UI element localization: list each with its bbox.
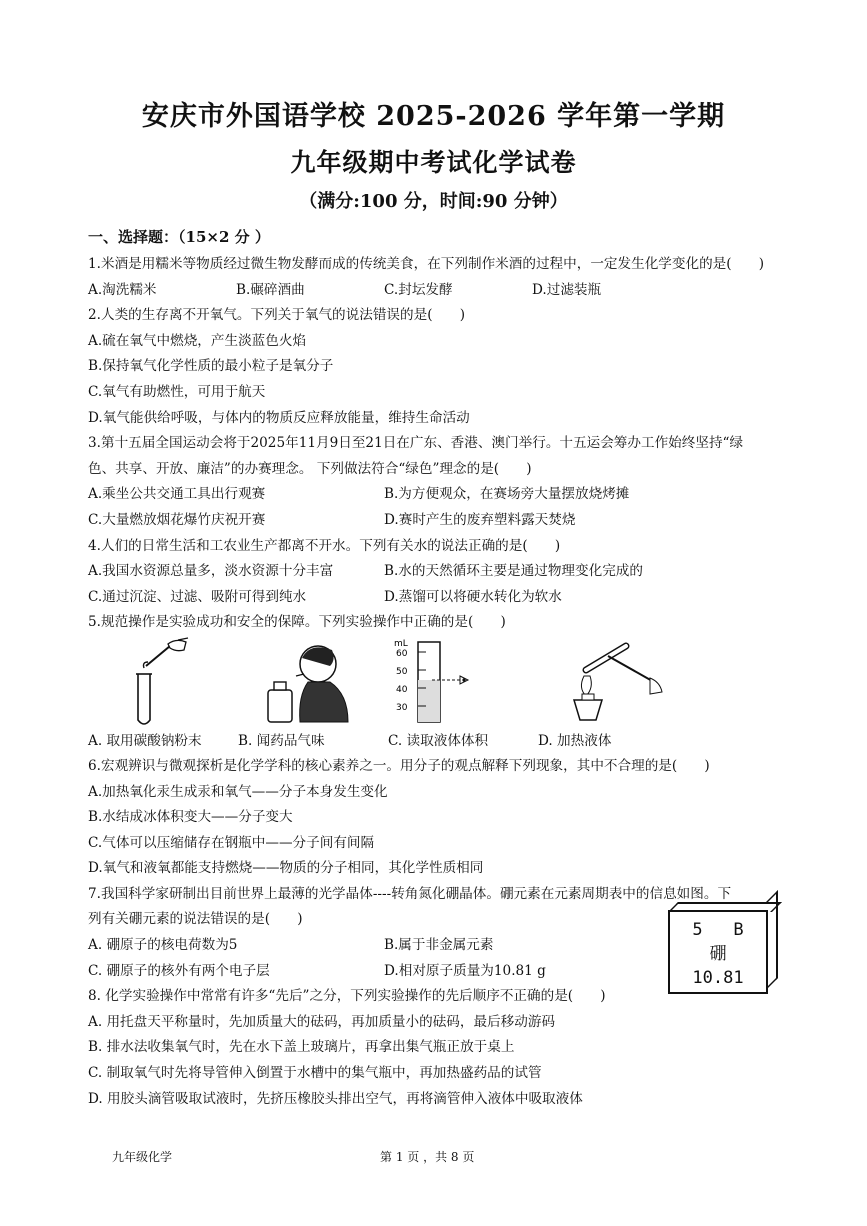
q3-option-c: C.大量燃放烟花爆竹庆祝开赛 xyxy=(88,511,266,528)
q3-option-d: D.赛时产生的废弃塑料露天焚烧 xyxy=(384,511,576,528)
test-tube-spatula-illustration xyxy=(88,636,238,728)
cylinder-tick-40: 40 xyxy=(396,684,408,695)
q2-option-d: D.氧气能供给呼吸，与体内的物质反应释放能量，维持生命活动 xyxy=(88,409,470,426)
exam-school-title: 安庆市外国语学校 2025-2026 学年第一学期 xyxy=(141,101,726,132)
exam-subject-title: 九年级期中考试化学试卷 xyxy=(290,148,577,177)
element-number: 5 xyxy=(692,920,703,940)
q3-option-a: A.乘坐公共交通工具出行观赛 xyxy=(88,486,266,503)
q8-option-c: C. 制取氧气时先将导管伸入倒置于水槽中的集气瓶中，再加热盛药品的试管 xyxy=(88,1065,542,1082)
q1-option-b: B.碾碎酒曲 xyxy=(236,281,305,298)
q6-option-a: A.加热氧化汞生成汞和氧气——分子本身发生变化 xyxy=(88,783,388,800)
q8-option-a: A. 用托盘天平称量时，先加质量大的砝码，再加质量小的砝码，最后移动游码 xyxy=(88,1013,556,1030)
q6-option-d: D.氧气和液氧都能支持燃烧——物质的分子相同，其化学性质相同 xyxy=(88,860,484,877)
q6-option-c: C.气体可以压缩储存在钢瓶中——分子间有间隔 xyxy=(88,834,375,851)
q5-figure-d xyxy=(538,636,688,728)
q8-stem: 8. 化学实验操作中常常有许多“先后”之分，下列实验操作的先后顺序不正确的是( ) xyxy=(88,988,606,1005)
q6-option-b: B.水结成冰体积变大——分子变大 xyxy=(88,809,293,826)
q7-stem-line1: 7.我国科学家研制出目前世界上最薄的光学晶体----转角氮化硼晶体。硼元素在元素周期表中的信息如图。下 xyxy=(88,885,732,902)
q2-option-c: C.氧气有助燃性，可用于航天 xyxy=(88,383,266,400)
element-symbol: B xyxy=(733,920,744,940)
q8-option-d: D. 用胶头滴管吸取试液时，先挤压橡胶头排出空气，再将滴管伸入液体中吸取液体 xyxy=(88,1090,583,1107)
q3-options-row2 xyxy=(88,508,788,534)
q1-option-a: A.淘洗糯米 xyxy=(88,281,157,298)
q4-option-a: A.我国水资源总量多，淡水资源十分丰富 xyxy=(88,563,334,580)
q5-figures xyxy=(88,636,788,728)
q1-options xyxy=(88,278,788,304)
q5-stem: 5.规范操作是实验成功和安全的保障。下列实验操作中正确的是( ) xyxy=(88,614,506,631)
q4-option-d: D.蒸馏可以将硬水转化为软水 xyxy=(384,588,562,605)
q1-option-c: C.封坛发酵 xyxy=(384,281,453,298)
cylinder-tick-60: 60 xyxy=(396,648,408,659)
q5-figure-b xyxy=(238,636,388,728)
cylinder-unit: mL xyxy=(394,638,408,649)
q5-figure-a xyxy=(88,636,238,728)
q3-stem-line1: 3.第十五届全国运动会将于2025年11月9日至21日在广东、香港、澳门举行。十五运会筹办工作始终坚持“绿 xyxy=(88,435,744,452)
element-number-symbol xyxy=(670,918,766,942)
q5-figure-c xyxy=(388,636,538,728)
q7-option-a: A. 硼原子的核电荷数为5 xyxy=(88,937,238,954)
q3-stem-line2: 色、共享、开放、廉洁”的办赛理念。 下列做法符合“绿色”理念的是( ) xyxy=(88,460,532,477)
q2-stem: 2.人类的生存离不开氧气。下列关于氧气的说法错误的是( ) xyxy=(88,307,466,324)
q5-option-b: B. 闻药品气味 xyxy=(238,732,325,749)
element-mass: 10.81 xyxy=(692,968,744,988)
q2-option-b: B.保持氧气化学性质的最小粒子是氧分子 xyxy=(88,358,334,375)
q3-options-row1 xyxy=(88,482,788,508)
score-time-note: （满分:100 分，时间:90 分钟） xyxy=(299,191,568,212)
q7-option-c: C. 硼原子的核外有两个电子层 xyxy=(88,962,270,979)
q4-options-row2 xyxy=(88,585,788,611)
element-name: 硼 xyxy=(709,944,727,964)
q4-option-c: C.通过沉淀、过滤、吸附可得到纯水 xyxy=(88,588,307,605)
boron-element-card xyxy=(668,910,768,994)
q5-option-d: D. 加热液体 xyxy=(538,732,612,749)
cylinder-tick-50: 50 xyxy=(396,666,408,677)
smell-reagent-illustration xyxy=(238,636,388,728)
footer-subject: 九年级化学 xyxy=(112,1150,173,1164)
section-heading: 一、选择题：（15×2 分 ） xyxy=(88,228,270,246)
q7-option-d: D.相对原子质量为10.81 g xyxy=(384,962,546,979)
q3-option-b: B.为方便观众，在赛场旁大量摆放烧烤摊 xyxy=(384,486,630,503)
q1-option-d: D.过滤装瓶 xyxy=(532,281,602,298)
q5-option-a: A. 取用碳酸钠粉末 xyxy=(88,732,202,749)
cylinder-tick-30: 30 xyxy=(396,702,408,713)
measuring-cylinder-illustration xyxy=(388,636,538,728)
q7-option-b: B.属于非金属元素 xyxy=(384,937,494,954)
q6-stem: 6.宏观辨识与微观探析是化学学科的核心素养之一。用分子的观点解释下列现象，其中不合理的是( ) xyxy=(88,757,710,774)
q1-stem: 1.米酒是用糯米等物质经过微生物发酵而成的传统美食，在下列制作米酒的过程中，一定发生化学变化的是( ) xyxy=(88,256,765,272)
heating-liquid-illustration xyxy=(538,636,688,728)
q5-options xyxy=(88,728,788,754)
q5-option-c: C. 读取液体体积 xyxy=(388,732,489,749)
footer-page-number: 第 1 页 ，共 8 页 xyxy=(380,1150,475,1164)
q4-stem: 4.人们的日常生活和工农业生产都离不开水。下列有关水的说法正确的是( ) xyxy=(88,537,561,554)
q7-stem-line2: 列有关硼元素的说法错误的是( ) xyxy=(88,911,303,928)
q8-option-b: B. 排水法收集氧气时，先在水下盖上玻璃片，再拿出集气瓶正放于桌上 xyxy=(88,1039,515,1056)
q4-options-row1 xyxy=(88,559,788,585)
q4-option-b: B.水的天然循环主要是通过物理变化完成的 xyxy=(384,563,643,580)
q2-option-a: A.硫在氧气中燃烧，产生淡蓝色火焰 xyxy=(88,332,307,349)
